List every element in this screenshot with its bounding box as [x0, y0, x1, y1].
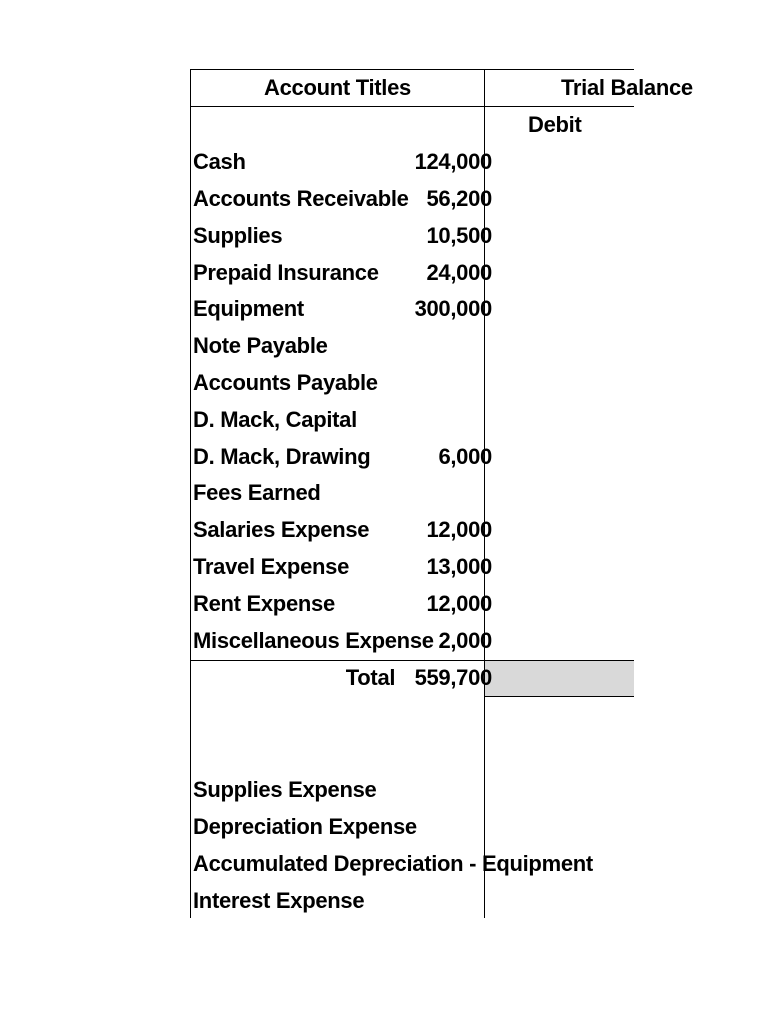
- total-debit-amount: 559,700: [414, 665, 492, 690]
- debit-amount: 13,000: [426, 554, 492, 579]
- debit-amount: 24,000: [426, 260, 492, 285]
- debit-amount: 2,000: [438, 628, 492, 653]
- debit-amount: 12,000: [426, 591, 492, 616]
- account-title: D. Mack, Capital: [193, 407, 357, 432]
- adjusting-account-title: Supplies Expense: [193, 777, 377, 802]
- debit-amount: 10,500: [426, 223, 492, 248]
- debit-amount: 300,000: [414, 296, 492, 321]
- debit-amount: 6,000: [438, 444, 492, 469]
- debit-amount: 12,000: [426, 517, 492, 542]
- trial-balance-header: Trial Balance: [561, 75, 693, 100]
- total-bottom-border: [484, 696, 634, 697]
- account-title: Equipment: [193, 296, 304, 321]
- account-title: Accounts Receivable: [193, 186, 409, 211]
- account-title: Accounts Payable: [193, 370, 378, 395]
- debit-header: Debit: [528, 112, 582, 137]
- total-label: Total: [345, 665, 396, 690]
- adjusting-account-title: Depreciation Expense: [193, 814, 417, 839]
- account-title: Fees Earned: [193, 480, 321, 505]
- account-title: Salaries Expense: [193, 517, 370, 542]
- account-title: Miscellaneous Expense: [193, 628, 434, 653]
- account-title: Travel Expense: [193, 554, 350, 579]
- account-titles-header: Account Titles: [264, 75, 411, 100]
- account-title: Rent Expense: [193, 591, 335, 616]
- adjusting-account-title: Interest Expense: [193, 888, 365, 913]
- adjusting-account-title: Accumulated Depreciation - Equipment: [193, 851, 593, 876]
- account-title: Supplies: [193, 223, 283, 248]
- account-title: Note Payable: [193, 333, 328, 358]
- account-title: D. Mack, Drawing: [193, 444, 371, 469]
- account-title: Cash: [193, 149, 246, 174]
- account-title: Prepaid Insurance: [193, 260, 379, 285]
- debit-amount: 124,000: [414, 149, 492, 174]
- left-border: [190, 69, 191, 918]
- debit-amount: 56,200: [426, 186, 492, 211]
